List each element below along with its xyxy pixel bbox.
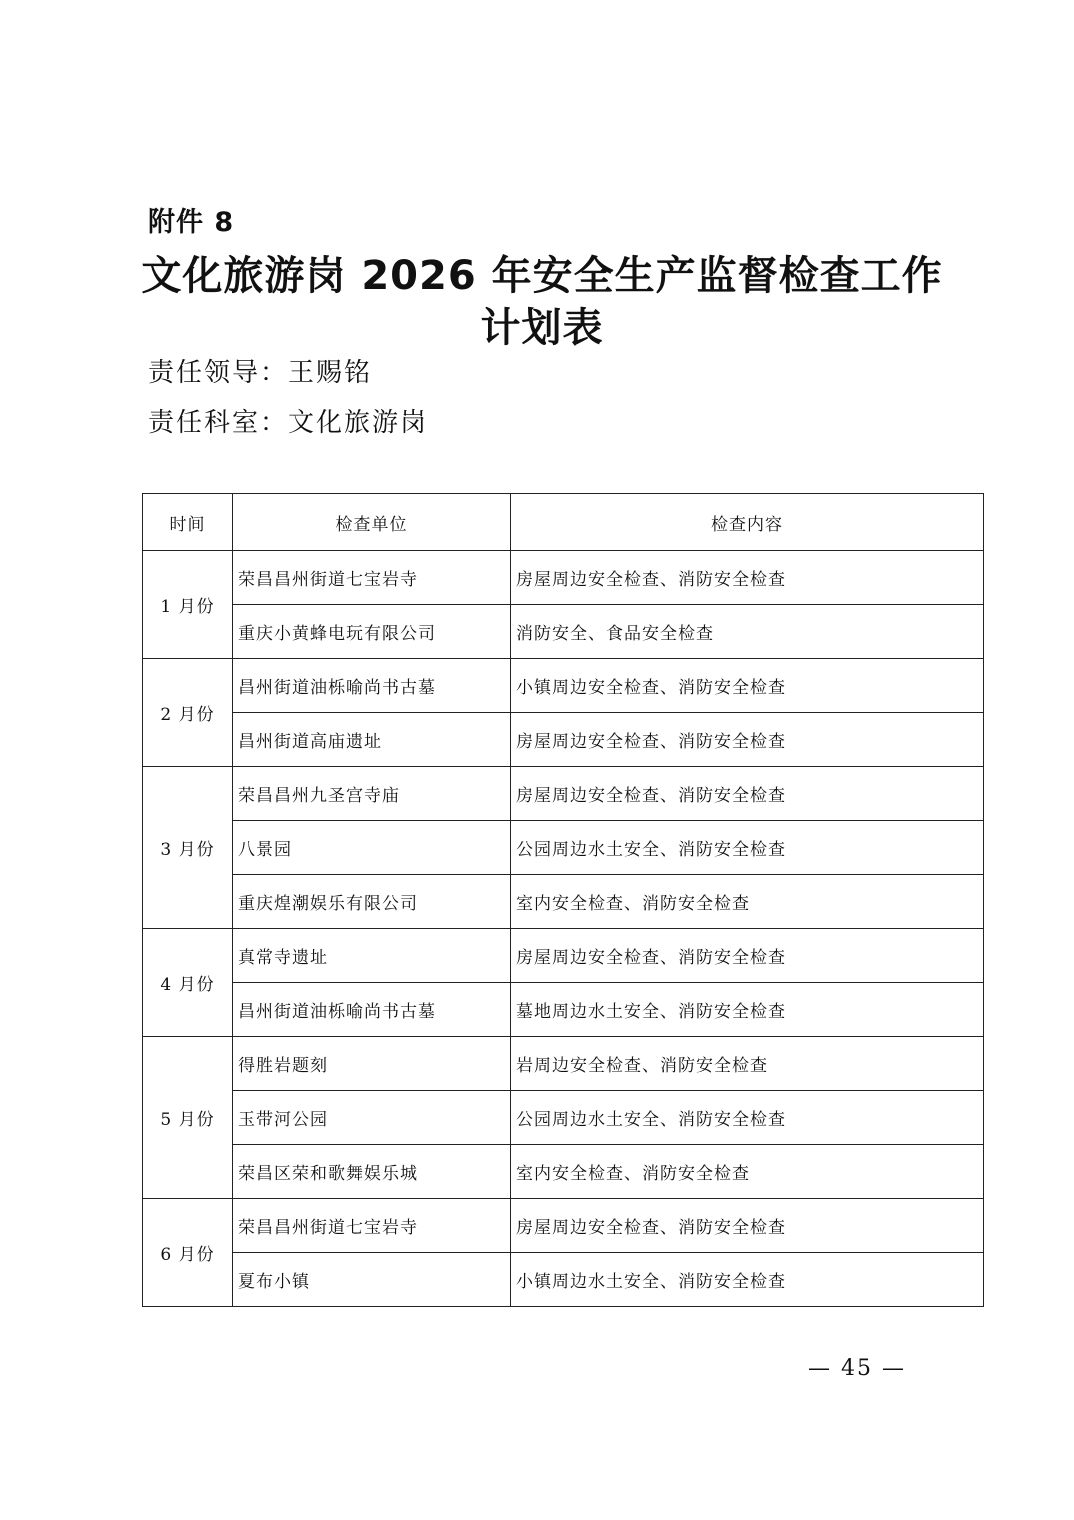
table-row (143, 1091, 984, 1145)
unit-cell: 昌州街道高庙遗址 (233, 713, 511, 767)
table-row (143, 713, 984, 767)
inspection-plan-table (142, 493, 984, 1307)
table-row (143, 929, 984, 983)
month-cell: 1 月份 (143, 551, 233, 659)
responsible-leader: 责任领导：王赐铭 (148, 358, 373, 388)
month-cell: 3 月份 (143, 767, 233, 929)
unit-cell: 昌州街道油栎喻尚书古墓 (233, 983, 511, 1037)
table-row (143, 605, 984, 659)
table-row (143, 821, 984, 875)
table-row (143, 551, 984, 605)
content-cell: 室内安全检查、消防安全检查 (511, 875, 984, 929)
unit-cell: 荣昌昌州九圣宫寺庙 (233, 767, 511, 821)
content-cell: 小镇周边水土安全、消防安全检查 (511, 1253, 984, 1307)
table-header-row (143, 494, 984, 551)
header-time: 时间 (143, 494, 233, 551)
unit-cell: 得胜岩题刻 (233, 1037, 511, 1091)
content-cell: 房屋周边安全检查、消防安全检查 (511, 929, 984, 983)
table-row (143, 983, 984, 1037)
attachment-label: 附件 8 (148, 207, 235, 238)
page-number: — 45 — (808, 1356, 906, 1381)
table-row (143, 1037, 984, 1091)
content-cell: 房屋周边安全检查、消防安全检查 (511, 767, 984, 821)
table-row (143, 1145, 984, 1199)
unit-cell: 荣昌区荣和歌舞娱乐城 (233, 1145, 511, 1199)
table-row (143, 875, 984, 929)
unit-cell: 昌州街道油栎喻尚书古墓 (233, 659, 511, 713)
table-row (143, 1199, 984, 1253)
month-cell: 5 月份 (143, 1037, 233, 1199)
month-cell: 6 月份 (143, 1199, 233, 1307)
document-title: 文化旅游岗 2026 年安全生产监督检查工作 (141, 253, 943, 299)
table-row (143, 767, 984, 821)
table-row (143, 1253, 984, 1307)
responsible-department: 责任科室：文化旅游岗 (148, 408, 429, 438)
unit-cell: 真常寺遗址 (233, 929, 511, 983)
month-cell: 4 月份 (143, 929, 233, 1037)
unit-cell: 荣昌昌州街道七宝岩寺 (233, 551, 511, 605)
content-cell: 消防安全、食品安全检查 (511, 605, 984, 659)
content-cell: 岩周边安全检查、消防安全检查 (511, 1037, 984, 1091)
content-cell: 墓地周边水土安全、消防安全检查 (511, 983, 984, 1037)
content-cell: 室内安全检查、消防安全检查 (511, 1145, 984, 1199)
content-cell: 房屋周边安全检查、消防安全检查 (511, 1199, 984, 1253)
unit-cell: 玉带河公园 (233, 1091, 511, 1145)
content-cell: 公园周边水土安全、消防安全检查 (511, 1091, 984, 1145)
month-cell: 2 月份 (143, 659, 233, 767)
table-row (143, 659, 984, 713)
unit-cell: 重庆小黄蜂电玩有限公司 (233, 605, 511, 659)
content-cell: 小镇周边安全检查、消防安全检查 (511, 659, 984, 713)
document-title-line2: 计划表 (480, 305, 604, 351)
header-content: 检查内容 (511, 494, 984, 551)
content-cell: 房屋周边安全检查、消防安全检查 (511, 713, 984, 767)
content-cell: 房屋周边安全检查、消防安全检查 (511, 551, 984, 605)
header-unit: 检查单位 (233, 494, 511, 551)
unit-cell: 八景园 (233, 821, 511, 875)
unit-cell: 荣昌昌州街道七宝岩寺 (233, 1199, 511, 1253)
content-cell: 公园周边水土安全、消防安全检查 (511, 821, 984, 875)
unit-cell: 夏布小镇 (233, 1253, 511, 1307)
unit-cell: 重庆煌潮娱乐有限公司 (233, 875, 511, 929)
